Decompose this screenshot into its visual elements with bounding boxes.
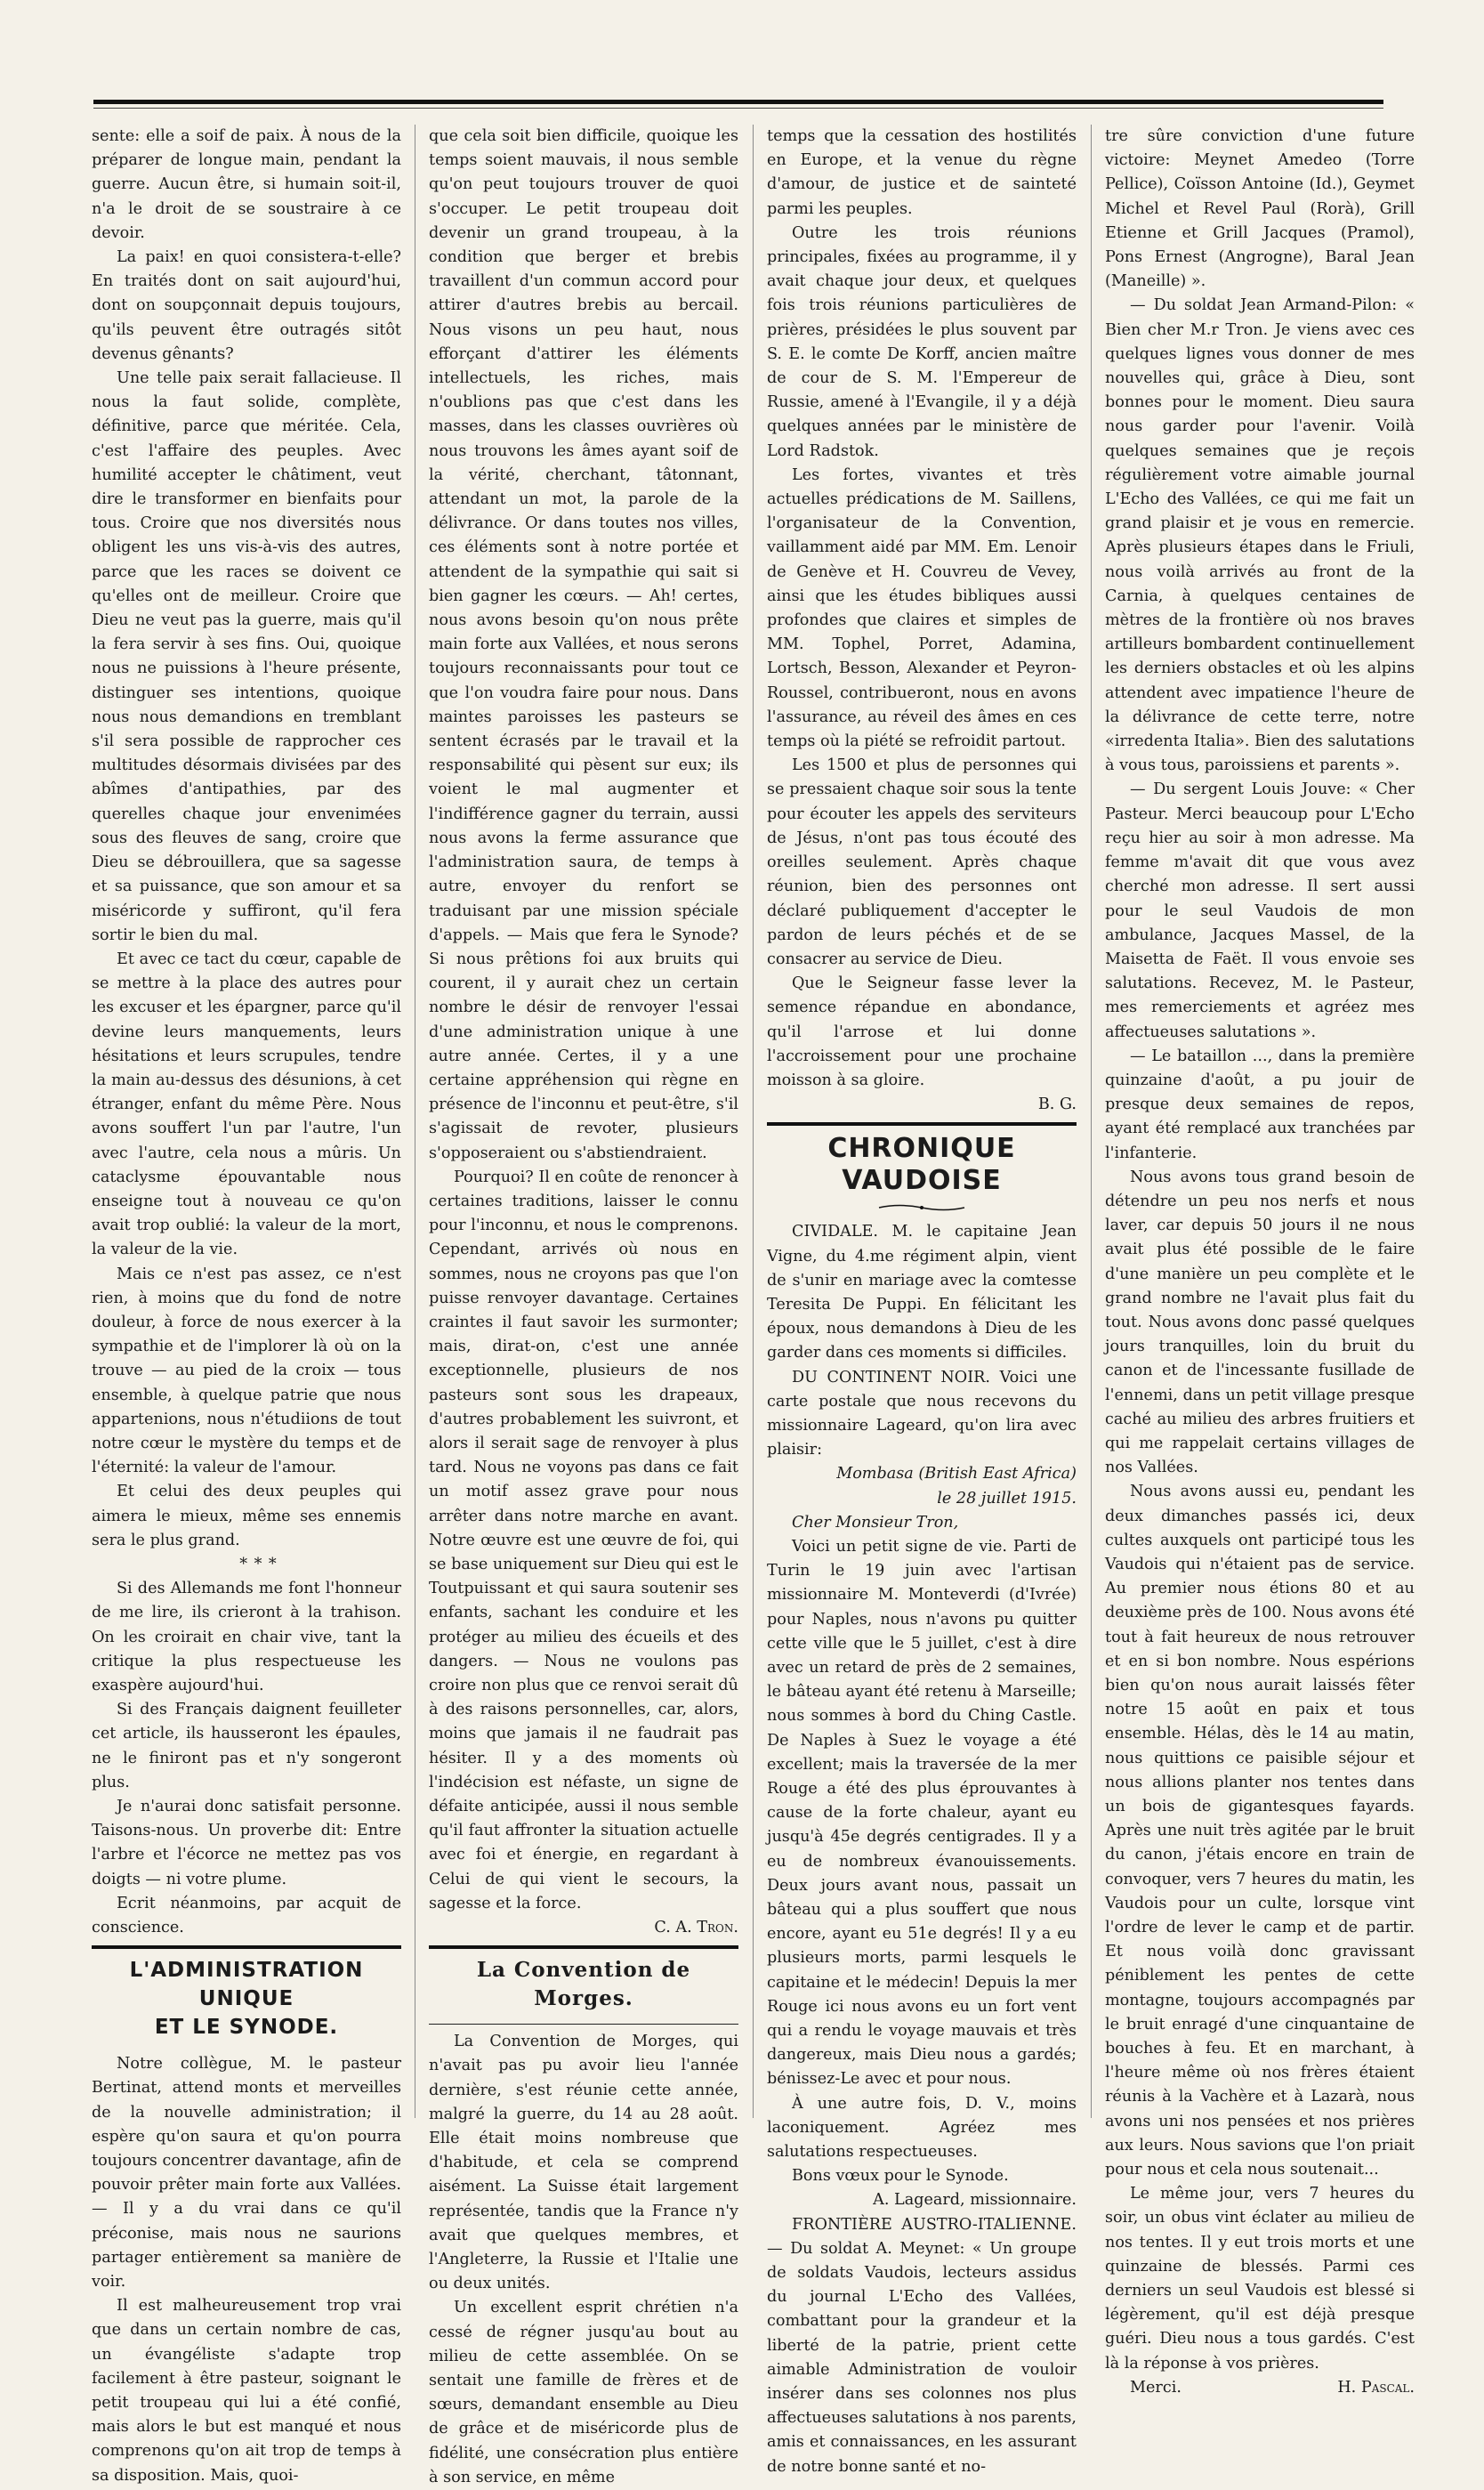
paragraph: Les 1500 et plus de personnes qui se pressaient chaque soir sous la tente pour écouter les appels des serviteurs de Jésus, n'ont pas tous écouté des oreilles seulement. Après chaque réunion, bien des personnes ont déclaré publiquement d'accepter le pardon de leurs péchés et de se consacrer au service de Dieu. — [767, 756, 1077, 968]
section-rule — [92, 1945, 401, 1949]
signature: A. Lageard, missionnaire. — [873, 2191, 1077, 2210]
header-rule-thin — [93, 108, 1383, 109]
paragraph: Et celui des deux peuples qui aimera le mieux, même ses ennemis sera le plus grand. — [92, 1483, 401, 1549]
heading-underline — [429, 2024, 738, 2025]
paragraph: Outre les trois réunions principales, fixées au programme, il y avait chaque jour deux, et quelques fois trois réunions particulières de prières, présidées le plus souvent par S. E. le comte De Korff, ancien maître de cour de S. M. l'Empereur de Russie, amené à l'Evangile, il y a déjà quelques années par le ministère de Lord Radstok. — [767, 223, 1077, 460]
paragraph: — Le bataillon ..., dans la première quinzaine d'août, a pu jouir de presque deux semaines de repos, ayant été remplacé aux tranchées par l'infanterie. — [1105, 1047, 1415, 1162]
section-heading: CHRONIQUE VAUDOISE — [827, 1133, 1016, 1197]
column-separator — [1091, 125, 1092, 2118]
paragraph: — Du sergent Louis Jouve: « Cher Pasteur. Merci beaucoup pour L'Echo reçu hier au soir à mon adresse. Ma femme m'avait dit que vous avez cherché mon adresse. Il sert aussi pour le seul Vaudois de mon ambulance, Jacques Massel, de la Maisetta de Faët. Il vous envoie ses salutations. Recevez, M. le Pasteur, mes remerciements et agréez mes affectueuses salutations ». — [1105, 780, 1415, 1041]
signature: B. G. — [1037, 1095, 1077, 1114]
paragraph: Notre collègue, M. le pasteur Bertinat, attend monts et merveilles de la nouvelle administration; il espère qu'on saura et qu'on pourra toujours concentrer davantage, afin de pouvoir prêter main forte aux Vallées. — Il y a du vrai dans ce qu'il préconise, mais nous ne saurions partager entièrement sa manière de voir. — [92, 2055, 401, 2292]
signature: H. Pascal. — [1337, 2378, 1415, 2397]
paragraph: Il est malheureusement trop vrai que dans un certain nombre de cas, un évangéliste s'adapte trop facilement à être pasteur, soignant le petit troupeau qui lui a été confié, mais alors le but est manqué et nous comprenons qu'on ait trop de temps à sa disposition. Mais, quoi- — [92, 2297, 401, 2485]
paragraph: Et avec ce tact du cœur, capable de se mettre à la place des autres pour les excuser et les épargner, parce qu'il devine leurs manquements, leurs hésitations et leurs scrupules, tendre la main au-dessus des désunions, à cet étranger, enfant du même Père. Nous avons souffert l'un par l'autre, l'un avec l'autre, cela nous a mûris. Un cataclysme épouvantable nous enseigne tout à nouveau ce qu'on avait trop oublié: la valeur de la mort, la valeur de la vie. — [92, 950, 401, 1259]
column-3 — [767, 125, 1077, 2479]
dateline: le 28 juillet 1915. — [937, 1489, 1077, 1508]
heading-line: ET LE SYNODE. — [154, 2016, 339, 2040]
paragraph: Une telle paix serait fallacieuse. Il nous la faut solide, complète, définitive, parce que méritée. Cela, c'est l'affaire des peuples. Avec humilité accepter le châtiment, veut dire le transformer en bienfaits pour tous. Croire que nos diversités nous obligent les uns vis-à-vis des autres, parce que les races se doivent ce qu'elles ont de meilleur. Croire que Dieu ne veut pas la guerre, mais qu'il la fera servir à ses fins. Oui, quoique nous ne puissions à l'heure présente, distinguer ses intentions, quoique nous nous demandions en tremblant s'il sera possible de rapprocher ces multitudes désormais divisées par des abîmes d'antipathies, par des querelles chaque jour envenimées sous des fleuves de sang, croire que Dieu se débrouillera, que sa sagesse et sa puissance, que son amour et sa miséricorde y suffiront, qu'il fera sortir le bien du mal. — [92, 369, 401, 944]
column-separator — [753, 125, 754, 2118]
paragraph: — Du soldat Jean Armand-Pilon: « Bien cher M.r Tron. Je viens avec ces quelques lignes vous donner de mes nouvelles qui, grâce à Dieu, sont bonnes pour le moment. Dieu saura nous garder pour l'avenir. Voilà quelques semaines que je reçois régulièrement votre aimable journal L'Echo des Vallées, ce qui me fait un grand plaisir et je vous en remercie. Après plusieurs étapes dans le Friuli, nous voilà arrivés au front de la Carnia, à quelques centaines de mètres de la frontière où nos braves artilleurs bombardent continuellement les derniers obstacles et où les alpins attendent avec impatience l'heure de la délivrance de cette terre, notre «irredenta Italia». Bien des salutations à vous tous, paroissiens et parents ». — [1105, 296, 1415, 775]
paragraph: Ecrit néanmoins, par acquit de conscience. — [92, 1894, 401, 1937]
closing-line — [1105, 2376, 1415, 2400]
paragraph: Si des Allemands me font l'honneur de me lire, ils crieront à la trahison. On les croirait en chair vive, tant la critique la plus respectueuse les exaspère aujourd'hui. — [92, 1580, 401, 1694]
paragraph: Pourquoi? Il en coûte de renoncer à certaines traditions, laisser le connu pour l'inconnu, et nous le comprenons. Cependant, arrivés où nous en sommes, nous ne croyons pas que l'on puisse renvoyer davantage. Certaines craintes il faut savoir les surmonter; mais, dirat-on, c'est une année exceptionnelle, plusieurs de nos pasteurs sont sous les drapeaux, d'autres probablement les suivront, et alors il serait sage de renvoyer à plus tard. Nous ne voyons pas dans ce fait un motif assez grave pour nous arrêter dans notre marche en avant. Notre œuvre est une œuvre de foi, qui se base uniquement sur Dieu qui est le Toutpuissant et qui saura soutenir ses enfants, sachant les conduire et les protéger au milieu des écueils et des dangers. — Nous ne voulons pas croire non plus que ce renvoi serait dû à des raisons personnelles, car, alors, moins que jamais il ne faudrait pas hésiter. Il y a des moments où l'indécision est néfaste, un signe de défaite anticipée, aussi il nous semble qu'il faut affronter la situation actuelle avec foi et énergie, en regardant à Celui de qui vient le secours, la sagesse et la force. — [429, 1168, 738, 1912]
paragraph: À une autre fois, D. V., moins laconiquement. Agréez mes salutations respectueuses. — [767, 2094, 1077, 2162]
asterism: * * * — [239, 1555, 278, 1573]
paragraph: sente: elle a soif de paix. À nous de la préparer de longue main, pendant la guerre. Aucun être, si humain soit-il, n'a le droit de se soustraire à ce devoir. — [92, 127, 401, 242]
paragraph: Les fortes, vivantes et très actuelles prédications de M. Saillens, l'organisateur de la Convention, vaillamment aidé par MM. Em. Lenoir de Genève et H. Couvreu de Vevey, ainsi que les études bibliques aussi profondes que claires et simples de MM. Tophel, Porret, Adamina, Lortsch, Besson, Alexander et Peyron-Roussel, contribueront, nous en avons l'assurance, au réveil des âmes en ces temps où la piété se refroidit partout. — [767, 465, 1077, 751]
paragraph: CIVIDALE. M. le capitaine Jean Vigne, du 4.me régiment alpin, vient de s'unir en mariage avec la comtesse Teresita De Puppi. En félicitant les époux, nous demandons à Dieu de les garder dans ces moments si difficiles. — [767, 1223, 1077, 1362]
salutation: Cher Monsieur Tron, — [792, 1513, 959, 1532]
closing-merci: Merci. — [1130, 2378, 1182, 2397]
paragraph: que cela soit bien difficile, quoique les temps soient mauvais, il nous semble qu'on peut toujours trouver de quoi s'occuper. Le petit troupeau doit devenir un grand troupeau, à la condition que berger et brebis travaillent d'un commun accord pour attirer d'autres brebis au bercail. Nous visons un peu haut, nous efforçant d'attirer les éléments intellectuels, les riches, mais n'oublions pas que c'est dans les masses, dans les classes ouvrières où nous trouvons les âmes ayant soif de la vérité, cherchant, tâtonnant, attendant un mot, la parole de la délivrance. Or dans toutes nos villes, ces éléments sont à notre portée et attendent de la sympathie qui sait si bien gagner les cœurs. — Ah! certes, nous avons besoin qu'on nous prête main forte aux Vallées, et nous serons toujours reconnaissants pour tout ce que l'on voudra faire pour nous. Dans maintes paroisses les pasteurs se sentent écrasés par le travail et la responsabilité qui pèsent sur eux; ils voient le mal augmenter et l'indifférence gagner du terrain, aussi nous avons la ferme assurance que l'administration saura, de temps à autre, envoyer du renfort se traduisant par une mission spéciale d'appels. — Mais que fera le Synode? Si nous prêtions foi aux bruits qui courent, il y aurait chez un certain nombre le désir de renvoyer l'essai d'une administration unique à une autre année. Certes, il y a une certaine appréhension qui règne en présence de l'inconnu et peut-être, s'il s'agissait de revoter, plusieurs s'opposeraient ou s'abstiendraient. — [429, 127, 738, 1162]
paragraph: tre sûre conviction d'une future victoire: Meynet Amedeo (Torre Pellice), Coïsson Antoine (Id.), Geymet Michel et Revel Paul (Rorà), Grill Etienne et Grill Jacques (Pramol), Pons Ernest (Angrogne), Baral Jean (Maneille) ». — [1105, 127, 1415, 291]
paragraph: Bons vœux pour le Synode. — [792, 2167, 1009, 2186]
paragraph: La paix! en quoi consistera-t-elle? En traités dont on sait aujourd'hui, dont on soupçonnait depuis toujours, qu'ils peuvent être outragés sitôt devenus gênants? — [92, 248, 401, 363]
paragraph: Je n'aurai donc satisfait personne. Taisons-nous. Un proverbe dit: Entre l'arbre et l'écorce ne mettez pas vos doigts — ni votre plume. — [92, 1798, 401, 1888]
ornament-swash — [767, 1202, 1077, 1215]
paragraph: FRONTIÈRE AUSTRO-ITALIENNE. — Du soldat A. Meynet: « Un groupe de soldats Vaudois, lecteurs assidus du journal L'Echo des Vallées, combattant pour la grandeur et la liberté de la patrie, prient cette aimable Administration de vouloir insérer dans ses colonnes nos plus affectueuses salutations à nos parents, amis et connaissances, en les assurant de notre bonne santé et no- — [767, 2215, 1077, 2476]
paragraph: temps que la cessation des hostilités en Europe, et la venue du règne d'amour, de justice et de sainteté parmi les peuples. — [767, 127, 1077, 218]
paragraph: Voici un petit signe de vie. Parti de Turin le 19 juin avec l'artisan missionnaire M. Monteverdi (d'Ivrée) pour Naples, nous n'avons pu quitter cette ville que le 5 juillet, c'est à dire avec un retard de près de 2 semaines, le bâteau ayant été retenu à Marseille; nous sommes à bord du Ching Castle. De Naples à Suez le voyage a été excellent; mais la traversée de la mer Rouge a été des plus éprouvantes à cause de la forte chaleur, ayant eu jusqu'à 45e degrés centigrades. Il y a eu de nombreux évanouissements. Deux jours avant nous, passait un bâteau qui a plus souffert que nous encore, ayant eu 51e degrés! Il y a eu plusieurs morts, parmi lesquels le capitaine et le médecin! Depuis la mer Rouge ici nous avons eu un fort vent qui a rendu le voyage mauvais et très dangereux, mais Dieu nous a gardés; bénissez-Le avec et pour nous. — [767, 1537, 1077, 2089]
section-rule — [767, 1122, 1077, 1126]
dateline: Mombasa (British East Africa) — [836, 1465, 1077, 1483]
paragraph: Nous avons tous grand besoin de détendre un peu nos nerfs et nous laver, car depuis 50 jours il ne nous avait plus été possible de le faire d'une manière un peu complète et le grand nombre ne l'avait plus fait du tout. Nous avons donc passé quelques jours tranquilles, loin du bruit du canon et de l'incessante fusillade de l'ennemi, dans un petit village presque caché au milieu des arbres fruitiers et qui me rappelait certains villages de nos Vallées. — [1105, 1168, 1415, 1477]
column-4 — [1105, 125, 1415, 2400]
section-rule — [429, 1945, 738, 1949]
signature: C. A. Tron. — [654, 1919, 738, 1937]
paragraph: Un excellent esprit chrétien n'a cessé de régner jusqu'au bout au milieu de cette assemblée. On se sentait une famille de frères et de sœurs, demandant ensemble au Dieu de grâce et de miséricorde plus de fidélité, une consécration plus entière à son service, en même — [429, 2299, 738, 2486]
paragraph: Que le Seigneur fasse lever la semence répandue en abondance, qu'il l'arrose et lui donne l'accroissement pour une prochaine moisson à sa gloire. — [767, 974, 1077, 1089]
paragraph: Nous avons aussi eu, pendant les deux dimanches passés ici, deux cultes auxquels ont participé tous les Vaudois qui n'étaient pas de service. Au premier nous étions 80 et au deuxième près de 100. Nous avons été tout à fait heureux de nous retrouver et en si bon nombre. Nous espérions bien qu'on nous aurait laissés fêter notre 15 août en paix et tous ensemble. Hélas, dès le 14 au matin, nous quittions ce paisible séjour et nous allions planter nos tentes dans un bois de gigantesques fayards. Après une nuit très agitée par le bruit du canon, j'étais encore en train de convoquer, vers 7 heures du matin, les Vaudois pour un culte, lorsque vint l'ordre de lever le camp et de partir. Et nous voilà donc gravissant péniblement les pentes de cette montagne, toujours accompagnés par le bruit enragé d'une cinquantaine de bouches à feu. Et en marchant, à l'heure même où nos frères étaient réunis à la Vachère et à Lazarà, nous avons uni nos pensées et nos prières aux leurs. Nous savions que l'on priait pour nous et cela nous soutenait... — [1105, 1483, 1415, 2179]
paragraph: DU CONTINENT NOIR. Voici une carte postale que nous recevons du missionnaire Lageard, qu'on lira avec plaisir: — [767, 1368, 1077, 1459]
section-heading — [92, 1956, 401, 2041]
paragraph: Si des Français daignent feuilleter cet article, ils hausseront les épaules, ne le finiront pas et n'y songeront plus. — [92, 1701, 401, 1791]
section-heading: La Convention de Morges. — [476, 1958, 691, 2011]
paragraph: La Convention de Morges, qui n'avait pas pu avoir lieu l'année dernière, s'est réunie cette année, malgré la guerre, du 14 au 28 août. Elle était moins nombreuse que d'habitude, et cela se comprend aisément. La Suisse était largement représentée, tandis que la France n'y avait que quelques membres, et l'Angleterre, la Russie et l'Italie une ou deux unités. — [429, 2033, 738, 2293]
header-rule — [93, 100, 1383, 104]
heading-line: L'ADMINISTRATION UNIQUE — [129, 1959, 364, 2011]
column-2 — [429, 125, 738, 2490]
column-1 — [92, 125, 401, 2488]
paragraph: Mais ce n'est pas assez, ce n'est rien, à moins que du fond de notre douleur, à force de nous exercer à la sympathie et de l'implorer là où on la trouve — au pied de la croix — tous ensemble, à quelque patrie que nous appartenions, nous n'étudiions de tout notre cœur le mystère du temps et de l'éternité: la valeur de l'amour. — [92, 1265, 401, 1477]
paragraph: Le même jour, vers 7 heures du soir, un obus vint éclater au milieu de nos tentes. Il y eut trois morts et une quinzaine de blessés. Parmi ces derniers un seul Vaudois est blessé si légèrement, qu'il est déjà presque guéri. Dieu nous a tous gardés. C'est là la réponse à vos prières. — [1105, 2185, 1415, 2373]
